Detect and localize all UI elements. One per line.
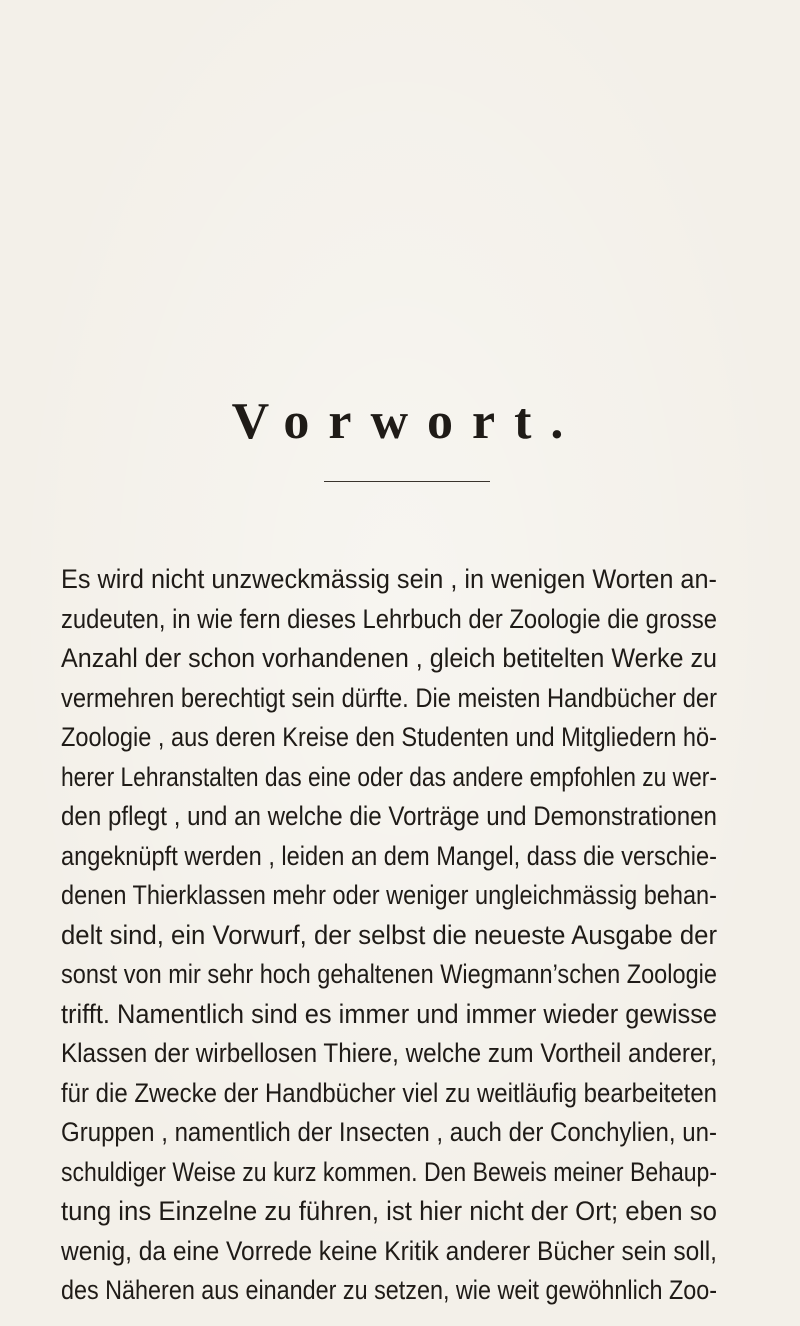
text-line: trifft. Namentlich sind es immer und immer wieder gewisse bbox=[61, 998, 718, 1029]
text-line: den pflegt , und an welche die Vorträge und Demonstrationen bbox=[61, 801, 717, 831]
text-line: wenig, da eine Vorrede keine Kritik anderer Bücher sein soll, bbox=[61, 1235, 718, 1266]
text-line: denen Thierklassen mehr oder weniger ungleichmässig behan- bbox=[61, 880, 717, 910]
text-line: des Näheren aus einander zu setzen, wie weit gewöhnlich Zoo- bbox=[61, 1275, 718, 1305]
text-line: schuldiger Weise zu kurz kommen. Den Beweis meiner Behaup- bbox=[61, 1156, 718, 1187]
text-line: für die Zwecke der Handbücher viel zu weitläufig bearbeiteten bbox=[61, 1077, 718, 1108]
text-line: sonst von mir sehr hoch gehaltenen Wiegmann’schen Zoologie bbox=[61, 959, 717, 989]
text-line: Zoologie , aus deren Kreise den Studenten und Mitgliedern hö- bbox=[61, 722, 717, 752]
preface-paragraph bbox=[61, 560, 717, 1311]
title-divider bbox=[324, 481, 490, 482]
text-line: Es wird nicht unzweckmässig sein , in wenigen Worten an- bbox=[61, 564, 717, 594]
text-line: Klassen der wirbellosen Thiere, welche zum Vortheil anderer, bbox=[61, 1038, 717, 1068]
text-line: herer Lehranstalten das eine oder das andere empfohlen zu wer- bbox=[61, 761, 717, 792]
text-line: delt sind, ein Vorwurf, der selbst die neueste Ausgabe der bbox=[61, 919, 718, 950]
text-line: angeknüpft werden , leiden an dem Mangel, dass die verschie- bbox=[61, 840, 717, 871]
text-line: zudeuten, in wie fern dieses Lehrbuch der Zoologie die grosse bbox=[61, 603, 718, 634]
text-line: Gruppen , namentlich der Insecten , auch der Conchylien, un- bbox=[61, 1117, 718, 1147]
text-line: vermehren berechtigt sein dürfte. Die meisten Handbücher der bbox=[61, 682, 717, 713]
text-line: Anzahl der schon vorhandenen , gleich betitelten Werke zu bbox=[61, 643, 718, 673]
page-title: Vorwort. bbox=[231, 393, 583, 450]
text-line: tung ins Einzelne zu führen, ist hier nicht der Ort; eben so bbox=[61, 1196, 717, 1226]
